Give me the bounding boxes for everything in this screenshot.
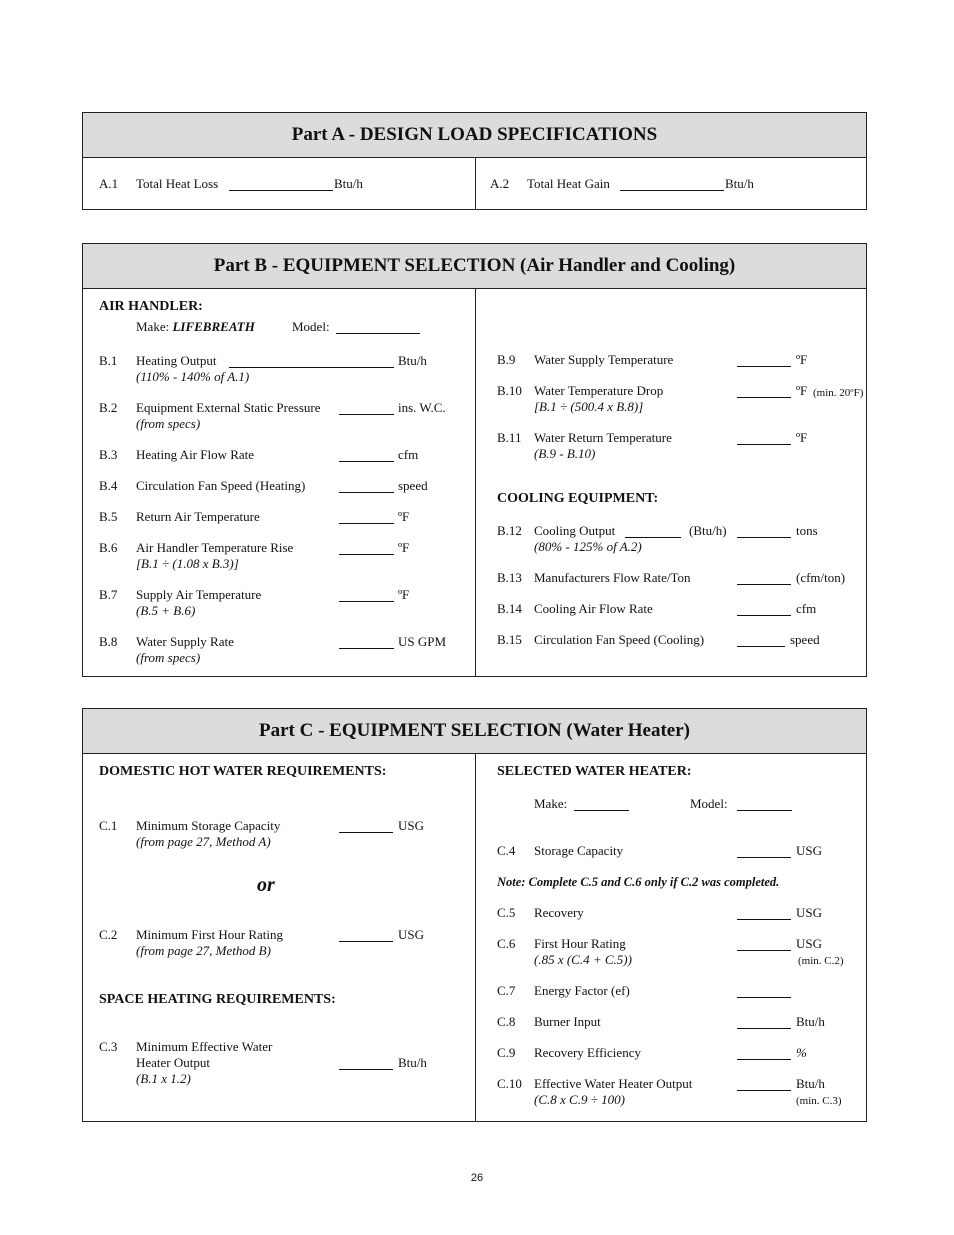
label: Manufacturers Flow Rate/Ton (534, 570, 691, 585)
sub: (from page 27, Method B) (136, 943, 271, 958)
sub: (from specs) (136, 650, 201, 665)
make-label: Make: (534, 796, 568, 811)
label: Effective Water Heater Output (534, 1076, 693, 1091)
model-field[interactable] (336, 333, 420, 334)
code: C.7 (497, 983, 516, 998)
total-heat-loss-field[interactable] (229, 190, 333, 191)
unit: cfm (398, 447, 419, 462)
unit: ins. W.C. (398, 400, 446, 415)
part-b-title: Part B - EQUIPMENT SELECTION (Air Handler and Cooling) (83, 244, 866, 289)
code: B.8 (99, 634, 118, 649)
wh-make-model-row (534, 796, 728, 812)
model-label: Model: (292, 319, 330, 334)
selected-water-heater-heading: SELECTED WATER HEATER: (497, 764, 692, 779)
effective-output-field[interactable] (737, 1090, 791, 1091)
recovery-efficiency-field[interactable] (737, 1059, 791, 1060)
code: C.4 (497, 843, 516, 858)
code: C.2 (99, 927, 118, 942)
value-field[interactable] (737, 584, 791, 585)
cooling-output-tons-field[interactable] (737, 537, 791, 538)
sub: (.85 x (C.4 + C.5)) (534, 952, 632, 967)
mid-unit: (Btu/h) (689, 523, 727, 538)
code: C.5 (497, 905, 516, 920)
note-text: Note: Complete C.5 and C.6 only if C.2 was completed. (497, 875, 780, 889)
label: Heating Air Flow Rate (136, 447, 255, 462)
label: Total Heat Loss (136, 176, 219, 191)
unit: (cfm/ton) (796, 570, 846, 585)
energy-factor-field[interactable] (737, 997, 791, 998)
unit: speed (398, 478, 428, 493)
label: Equipment External Static Pressure (136, 400, 321, 415)
value-field[interactable] (339, 414, 394, 415)
burner-input-field[interactable] (737, 1028, 791, 1029)
sub: [B.1 ÷ (500.4 x B.8)] (534, 399, 644, 414)
code: C.8 (497, 1014, 516, 1029)
space-heating-heading: SPACE HEATING REQUIREMENTS: (99, 992, 336, 1007)
part-a-title: Part A - DESIGN LOAD SPECIFICATIONS (83, 113, 866, 158)
label: Total Heat Gain (527, 176, 610, 191)
value-field[interactable] (339, 523, 394, 524)
unit: ºF (796, 430, 808, 445)
cooling-output-btu-field[interactable] (625, 537, 681, 538)
label: Recovery Efficiency (534, 1045, 641, 1060)
cooling-equipment-heading: COOLING EQUIPMENT: (497, 491, 659, 506)
label: Circulation Fan Speed (Heating) (136, 478, 306, 493)
unit: ºF (398, 509, 410, 524)
label: Recovery (534, 905, 584, 920)
first-hour-rating-field[interactable] (737, 950, 791, 951)
min-first-hour-rating-field[interactable] (339, 941, 393, 942)
unit: USG (796, 936, 823, 951)
storage-capacity-field[interactable] (737, 857, 791, 858)
code: B.7 (99, 587, 118, 602)
value-field[interactable] (339, 648, 394, 649)
label: Minimum Effective Water (136, 1039, 273, 1054)
make-model-row (136, 319, 330, 335)
value-field[interactable] (737, 444, 791, 445)
page-number: 26 (470, 1172, 484, 1184)
label: Minimum First Hour Rating (136, 927, 283, 942)
unit: Btu/h (725, 176, 754, 191)
value-field[interactable] (229, 367, 394, 368)
wh-model-field[interactable] (737, 810, 792, 811)
label: Cooling Air Flow Rate (534, 601, 653, 616)
unit: Btu/h (796, 1014, 825, 1029)
unit: Btu/h (398, 353, 427, 368)
value-field[interactable] (339, 601, 394, 602)
code: A.2 (490, 176, 510, 191)
code: C.6 (497, 936, 516, 951)
label: Water Return Temperature (534, 430, 672, 445)
unit: Btu/h (398, 1055, 427, 1070)
code: B.11 (497, 430, 522, 445)
code: A.1 (99, 176, 119, 191)
dhw-heading: DOMESTIC HOT WATER REQUIREMENTS: (99, 764, 387, 779)
part-c-title: Part C - EQUIPMENT SELECTION (Water Heater) (83, 709, 866, 754)
or-text: or (257, 874, 275, 896)
make-value: LIFEBREATH (172, 319, 255, 334)
label: Energy Factor (ef) (534, 983, 630, 998)
unit: Btu/h (796, 1076, 825, 1091)
unit: USG (398, 818, 425, 833)
unit: tons (796, 523, 818, 538)
note: (min. C.2) (798, 955, 844, 967)
sub: (B.5 + B.6) (136, 603, 196, 618)
unit: speed (790, 632, 820, 647)
value-field[interactable] (737, 615, 791, 616)
unit: ºF (796, 383, 808, 398)
note: (min. C.3) (796, 1095, 842, 1107)
code: B.10 (497, 383, 522, 398)
label: Return Air Temperature (136, 509, 260, 524)
value-field[interactable] (737, 397, 791, 398)
code: B.14 (497, 601, 522, 616)
label: Minimum Storage Capacity (136, 818, 281, 833)
code: C.9 (497, 1045, 516, 1060)
sub: (110% - 140% of A.1) (136, 369, 250, 384)
code: B.9 (497, 352, 516, 367)
label: Supply Air Temperature (136, 587, 262, 602)
unit: % (796, 1045, 807, 1060)
label: Circulation Fan Speed (Cooling) (534, 632, 705, 647)
make-label: Make: (136, 319, 170, 334)
unit: ºF (398, 587, 410, 602)
unit: USG (796, 843, 823, 858)
part-c-box (82, 708, 867, 1122)
value-field[interactable] (737, 366, 791, 367)
divider (475, 158, 476, 210)
divider (475, 754, 476, 1122)
code: B.3 (99, 447, 118, 462)
code: B.15 (497, 632, 522, 647)
code: C.10 (497, 1076, 522, 1091)
label: First Hour Rating (534, 936, 626, 951)
part-b-box (82, 243, 867, 677)
code: C.1 (99, 818, 118, 833)
label: Water Supply Rate (136, 634, 234, 649)
air-handler-heading: AIR HANDLER: (99, 299, 203, 314)
label: Storage Capacity (534, 843, 624, 858)
min-storage-capacity-field[interactable] (339, 832, 393, 833)
code: B.2 (99, 400, 118, 415)
label: Water Temperature Drop (534, 383, 664, 398)
unit: USG (796, 905, 823, 920)
code: B.12 (497, 523, 522, 538)
sub: (B.1 x 1.2) (136, 1071, 191, 1086)
unit: US GPM (398, 634, 447, 649)
value-field[interactable] (737, 646, 785, 647)
recovery-field[interactable] (737, 919, 791, 920)
unit: cfm (796, 601, 817, 616)
label: Air Handler Temperature Rise (136, 540, 294, 555)
part-a-box (82, 112, 867, 210)
value-field[interactable] (339, 461, 394, 462)
min-effective-output-field[interactable] (339, 1069, 393, 1070)
code: B.5 (99, 509, 118, 524)
wh-make-field[interactable] (574, 810, 629, 811)
divider (475, 289, 476, 677)
code: B.13 (497, 570, 522, 585)
model-label: Model: (690, 796, 728, 811)
label: Burner Input (534, 1014, 601, 1029)
sub: (80% - 125% of A.2) (534, 539, 642, 554)
sub: (B.9 - B.10) (534, 446, 596, 461)
code: C.3 (99, 1039, 118, 1054)
sub: [B.1 ÷ (1.08 x B.3)] (136, 556, 239, 571)
label: Cooling Output (534, 523, 616, 538)
label: Water Supply Temperature (534, 352, 674, 367)
unit: ºF (398, 540, 410, 555)
code: B.4 (99, 478, 118, 493)
unit: ºF (796, 352, 808, 367)
label: Heating Output (136, 353, 217, 368)
unit: Btu/h (334, 176, 363, 191)
value-field[interactable] (339, 492, 394, 493)
code: B.6 (99, 540, 118, 555)
sub: (C.8 x C.9 ÷ 100) (534, 1092, 625, 1107)
code: B.1 (99, 353, 118, 368)
unit: USG (398, 927, 425, 942)
label-line-2: Heater Output (136, 1055, 211, 1070)
note: (min. 20ºF) (813, 387, 864, 399)
total-heat-gain-field[interactable] (620, 190, 724, 191)
value-field[interactable] (339, 554, 394, 555)
sub: (from page 27, Method A) (136, 834, 271, 849)
sub: (from specs) (136, 416, 201, 431)
